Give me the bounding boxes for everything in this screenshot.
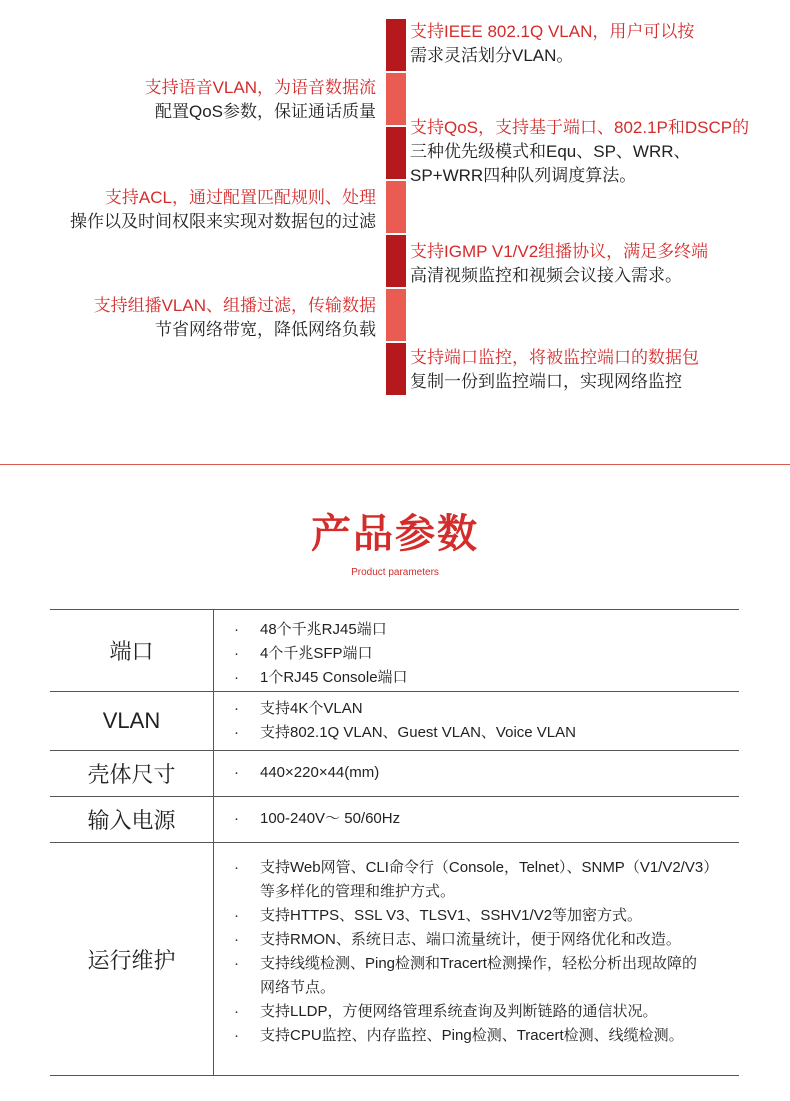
spec-values bbox=[214, 843, 739, 1075]
spec-row-dimensions bbox=[50, 751, 739, 797]
feature-headline: 支持IGMP V1/V2组播协议，满足多终端 bbox=[410, 242, 709, 261]
feature-detail: 操作以及时间权限来实现对数据包的过滤 bbox=[70, 212, 376, 231]
feature-detail: 高清视频监控和视频会议接入需求。 bbox=[410, 266, 682, 285]
section-subtitle: Product parameters bbox=[351, 567, 439, 578]
feature-vlan bbox=[410, 20, 694, 68]
bullet-icon: · bbox=[234, 621, 239, 638]
feature-detail: 节省网络带宽，降低网络负载 bbox=[155, 320, 376, 339]
bullet-icon: · bbox=[234, 1003, 239, 1020]
timeline-segment bbox=[386, 19, 406, 71]
bullet-icon: · bbox=[234, 700, 239, 717]
section-divider bbox=[0, 464, 790, 465]
spec-key: 输入电源 bbox=[50, 797, 214, 842]
timeline-segment bbox=[386, 127, 406, 179]
timeline-segment bbox=[386, 289, 406, 341]
spec-item: · 100-240V～ 50/60Hz bbox=[234, 807, 739, 831]
spec-key: 壳体尺寸 bbox=[50, 751, 214, 796]
spec-item: · 支持Web网管、CLI命令行（Console，Telnet）、SNMP（V1/V2/V3） 等多样化的管理和维护方式。 bbox=[234, 856, 739, 904]
feature-headline: 支持端口监控，将被监控端口的数据包 bbox=[410, 348, 699, 367]
spec-values bbox=[214, 692, 739, 750]
bullet-icon: · bbox=[234, 907, 239, 924]
feature-detail: 三种优先级模式和Equ、SP、WRR、 bbox=[410, 142, 691, 161]
timeline-segment bbox=[386, 181, 406, 233]
timeline-segment bbox=[386, 235, 406, 287]
spec-item: · 4个千兆SFP端口 bbox=[234, 642, 739, 666]
timeline-segment bbox=[386, 343, 406, 395]
spec-item: · 48个千兆RJ45端口 bbox=[234, 618, 739, 642]
spec-row-power bbox=[50, 797, 739, 843]
feature-acl bbox=[70, 186, 376, 234]
feature-detail: 需求灵活划分VLAN。 bbox=[410, 46, 574, 65]
bullet-icon: · bbox=[234, 810, 239, 827]
bullet-icon: · bbox=[234, 1027, 239, 1044]
spec-values bbox=[214, 610, 739, 691]
feature-voice-vlan bbox=[145, 76, 376, 124]
spec-values bbox=[214, 751, 739, 796]
feature-headline: 支持IEEE 802.1Q VLAN，用户可以按 bbox=[410, 22, 695, 41]
bullet-icon: · bbox=[234, 764, 239, 781]
spec-key: 端口 bbox=[50, 610, 214, 691]
section-title: 产品参数 bbox=[311, 512, 479, 556]
bullet-icon: · bbox=[234, 724, 239, 741]
feature-headline: 支持ACL，通过配置匹配规则、处理 bbox=[104, 188, 376, 207]
spec-row-vlan bbox=[50, 692, 739, 751]
timeline-segment bbox=[386, 73, 406, 125]
spec-row-ports bbox=[50, 609, 739, 692]
spec-item: · 支持CPU监控、内存监控、Ping检测、Tracert检测、线缆检测。 bbox=[234, 1024, 739, 1048]
spec-item: · 支持HTTPS、SSL V3、TLSV1、SSHV1/V2等加密方式。 bbox=[234, 904, 739, 928]
bullet-icon: · bbox=[234, 955, 239, 972]
feature-detail: 复制一份到监控端口，实现网络监控 bbox=[410, 372, 682, 391]
bullet-icon: · bbox=[234, 645, 239, 662]
bullet-icon: · bbox=[234, 669, 239, 686]
feature-igmp bbox=[410, 240, 708, 288]
feature-headline: 支持组播VLAN、组播过滤，传输数据 bbox=[93, 296, 376, 315]
spec-row-maintenance bbox=[50, 843, 739, 1076]
spec-item: · 440×220×44(mm) bbox=[234, 761, 739, 785]
spec-item: · 1个RJ45 Console端口 bbox=[234, 666, 739, 690]
feature-multicast-vlan bbox=[94, 294, 376, 342]
spec-item: · 支持RMON、系统日志、端口流量统计，便于网络优化和改造。 bbox=[234, 928, 739, 952]
spec-item: · 支持LLDP，方便网络管理系统查询及判断链路的通信状况。 bbox=[234, 1000, 739, 1024]
spec-key: VLAN bbox=[50, 692, 214, 750]
feature-headline: 支持QoS，支持基于端口、802.1P和DSCP的 bbox=[410, 118, 750, 137]
feature-qos bbox=[410, 116, 749, 188]
bullet-icon: · bbox=[234, 859, 239, 876]
spec-item: · 支持802.1Q VLAN、Guest VLAN、Voice VLAN bbox=[234, 721, 739, 745]
bullet-icon: · bbox=[234, 931, 239, 948]
spec-table bbox=[50, 609, 739, 1076]
feature-detail: 配置QoS参数，保证通话质量 bbox=[154, 102, 376, 121]
feature-detail: SP+WRR四种队列调度算法。 bbox=[410, 166, 637, 185]
feature-headline: 支持语音VLAN，为语音数据流 bbox=[144, 78, 376, 97]
spec-item: · 支持线缆检测、Ping检测和Tracert检测操作，轻松分析出现故障的 网络节点。 bbox=[234, 952, 739, 1000]
feature-port-mirror bbox=[410, 346, 699, 394]
spec-item: · 支持4K个VLAN bbox=[234, 697, 739, 721]
spec-key: 运行维护 bbox=[50, 843, 214, 1075]
spec-values bbox=[214, 797, 739, 842]
